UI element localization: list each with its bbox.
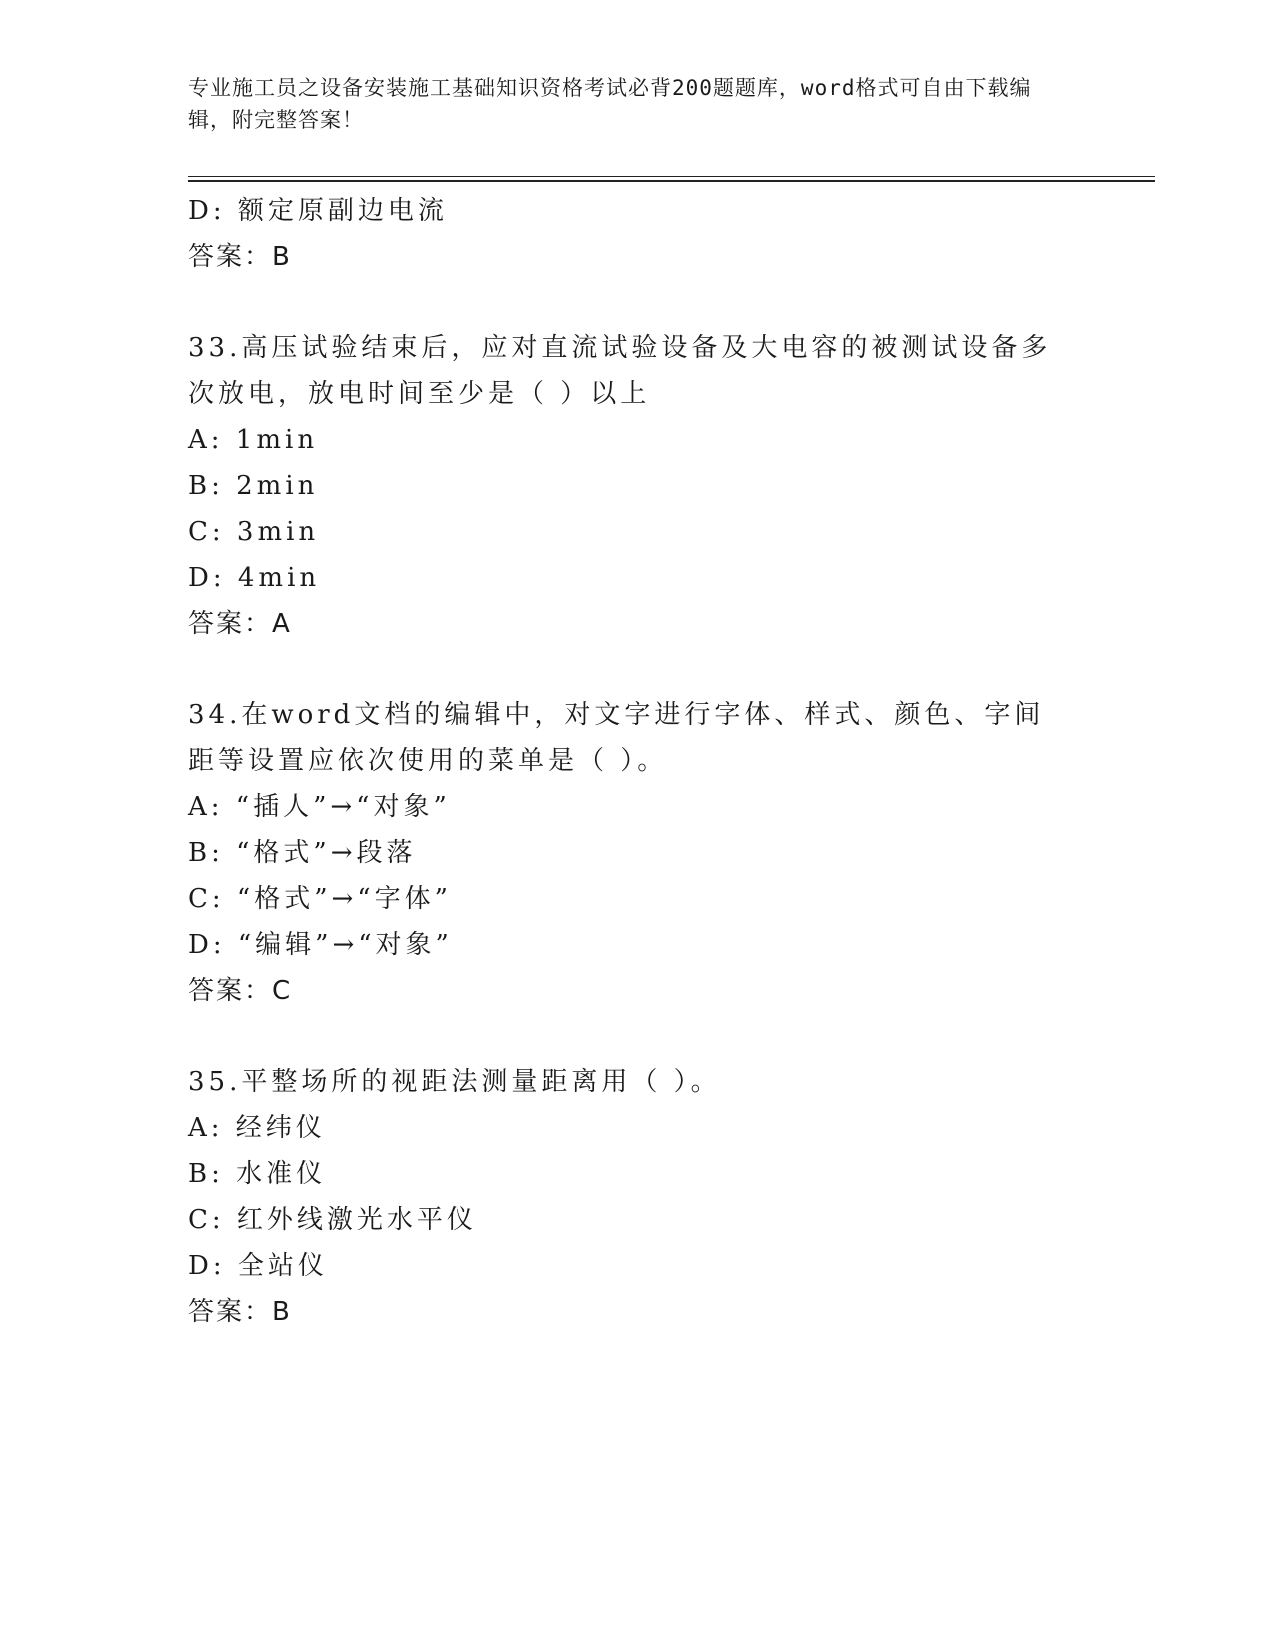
option-d: D: “编辑”→“对象” xyxy=(188,930,453,960)
answer-line: 答案：C xyxy=(188,976,293,1006)
option-c: C: “格式”→“字体” xyxy=(188,884,452,914)
option-d-continued: D: 额定原副边电流 xyxy=(188,196,448,226)
option-b: B: 水准仪 xyxy=(188,1159,327,1189)
option-a: A: 1min xyxy=(188,425,319,455)
answer-line: 答案：B xyxy=(188,1297,292,1327)
option-d: D: 全站仪 xyxy=(188,1251,328,1281)
document-header: 专业施工员之设备安装施工基础知识资格考试必背200题题库，word格式可自由下载编辑，附完整答案！ xyxy=(188,76,1032,132)
header-divider-thin xyxy=(188,176,1155,177)
question-text: 35.平整场所的视距法测量距离用（ ）。 xyxy=(188,1067,721,1097)
question-block xyxy=(188,1059,1088,1335)
option-b: B: 2min xyxy=(188,471,319,501)
option-a: A: “插人”→“对象” xyxy=(188,792,451,822)
answer-line: 答案：A xyxy=(188,609,292,639)
option-c: C: 3min xyxy=(188,517,320,547)
answer-line: 答案：B xyxy=(188,242,292,272)
option-c: C: 红外线激光水平仪 xyxy=(188,1205,477,1235)
question-text: 34.在word文档的编辑中，对文字进行字体、样式、颜色、字间距等设置应依次使用的菜单是（ ）。 xyxy=(188,700,1045,776)
header-divider-thick xyxy=(188,180,1155,182)
question-text: 33.高压试验结束后，应对直流试验设备及大电容的被测试设备多次放电，放电时间至少是（ ）以上 xyxy=(188,333,1052,409)
question-block xyxy=(188,325,1088,647)
question-block xyxy=(188,692,1088,1014)
option-b: B: “格式”→段落 xyxy=(188,838,417,868)
option-a: A: 经纬仪 xyxy=(188,1113,326,1143)
option-d: D: 4min xyxy=(188,563,321,593)
question-content xyxy=(188,188,1088,1335)
